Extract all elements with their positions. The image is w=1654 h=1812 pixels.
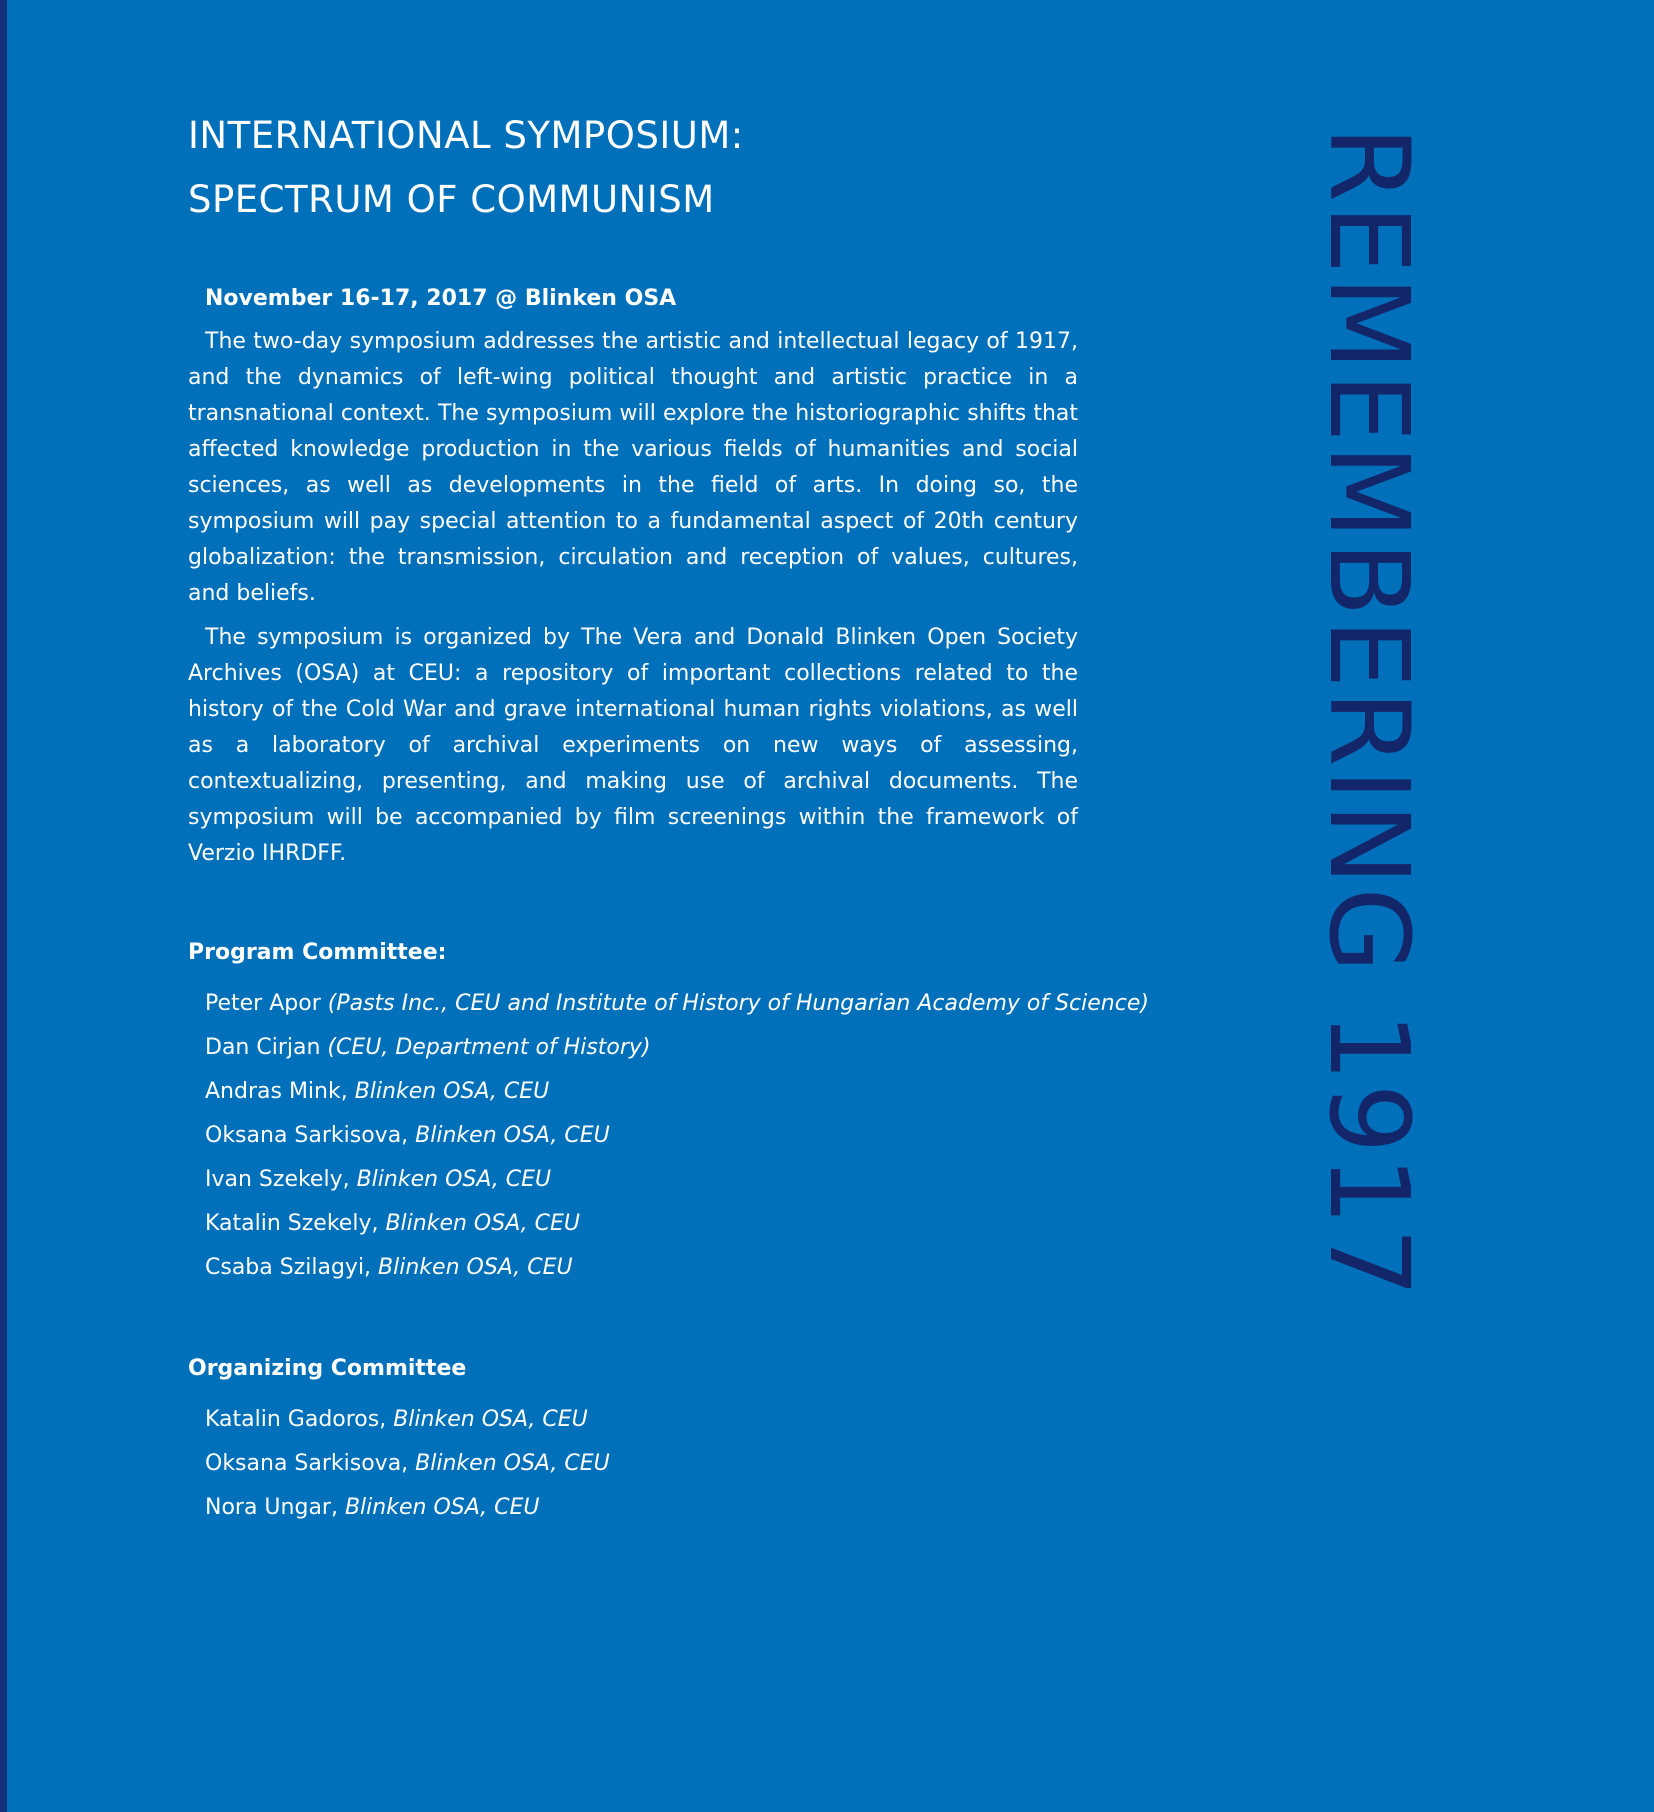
title-line-2: SPECTRUM OF COMMUNISM: [188, 178, 715, 221]
member-affiliation: Blinken OSA, CEU: [344, 1495, 540, 1520]
member-affiliation: Blinken OSA, CEU: [385, 1211, 581, 1236]
member-name: Peter Apor: [205, 991, 328, 1016]
left-edge-rule: [0, 0, 7, 1812]
vertical-side-title: REMEMBERING 1917: [1305, 126, 1433, 1300]
content-column: [188, 104, 1149, 1530]
committee-member: [205, 1486, 1078, 1530]
member-affiliation: Blinken OSA, CEU: [415, 1123, 610, 1148]
committee-member: [205, 1442, 1078, 1486]
page-title: [188, 104, 1078, 232]
member-name: Oksana Sarkisova,: [205, 1123, 416, 1148]
member-name: Csaba Szilagyi,: [205, 1255, 379, 1280]
program-committee: [188, 938, 1149, 1290]
member-affiliation: Blinken OSA, CEU: [354, 1079, 550, 1104]
program-committee-heading: Program Committee:: [188, 940, 447, 965]
title-line-1: INTERNATIONAL SYMPOSIUM:: [188, 114, 744, 157]
committee-member: [205, 1398, 1078, 1442]
member-affiliation: Blinken OSA, CEU: [356, 1167, 552, 1192]
member-name: Nora Ungar,: [205, 1495, 345, 1520]
member-affiliation: (CEU, Department of History): [327, 1035, 651, 1060]
member-name: Ivan Szekely,: [205, 1167, 357, 1192]
member-affiliation: Blinken OSA, CEU: [415, 1451, 610, 1476]
committee-member: [205, 1158, 1078, 1202]
committee-member: [205, 1114, 1078, 1158]
intro-paragraph: The two-day symposium addresses the artistic and intellectual legacy of 1917, and the dynamics of left-wing political thought and artistic practice in a transnational context. The symposium will explore the historiographic shifts that affected knowledge production in the various fields of humanities and social sciences, as well as developments in the field of arts. In doing so, the symposium will pay special attention to a fundamental aspect of 20th century globalization: the transmission, circulation and reception of values, cultures, and beliefs.: [188, 329, 1078, 606]
member-affiliation: Blinken OSA, CEU: [393, 1407, 588, 1432]
event-date-location: November 16-17, 2017 @ Blinken OSA: [205, 286, 677, 311]
member-affiliation: Blinken OSA, CEU: [378, 1255, 573, 1280]
member-name: Andras Mink,: [205, 1079, 355, 1104]
member-affiliation: (Pasts Inc., CEU and Institute of History of Hungarian Academy of Science): [327, 991, 1149, 1016]
member-name: Oksana Sarkisova,: [205, 1451, 416, 1476]
member-name: Katalin Gadoros,: [205, 1407, 394, 1432]
committee-member: [205, 1246, 1078, 1290]
committee-member: [205, 1070, 1078, 1114]
member-name: Dan Cirjan: [205, 1035, 328, 1060]
committee-member: [205, 1202, 1078, 1246]
committee-member: [205, 982, 1149, 1026]
organizer-paragraph: The symposium is organized by The Vera and Donald Blinken Open Society Archives (OSA) at CEU: a repository of important collections related to the history of the Cold War and grave international human rights violations, as well as a laboratory of archival experiments on new ways of assessing, contextualizing, presenting, and making use of archival documents. The symposium will be accompanied by film screenings within the framework of Verzio IHRDFF.: [188, 625, 1078, 866]
member-name: Katalin Szekely,: [205, 1211, 386, 1236]
committee-member: [205, 1026, 1078, 1070]
organizing-committee-heading: Organizing Committee: [188, 1356, 467, 1381]
organizing-committee: [188, 1354, 1078, 1530]
